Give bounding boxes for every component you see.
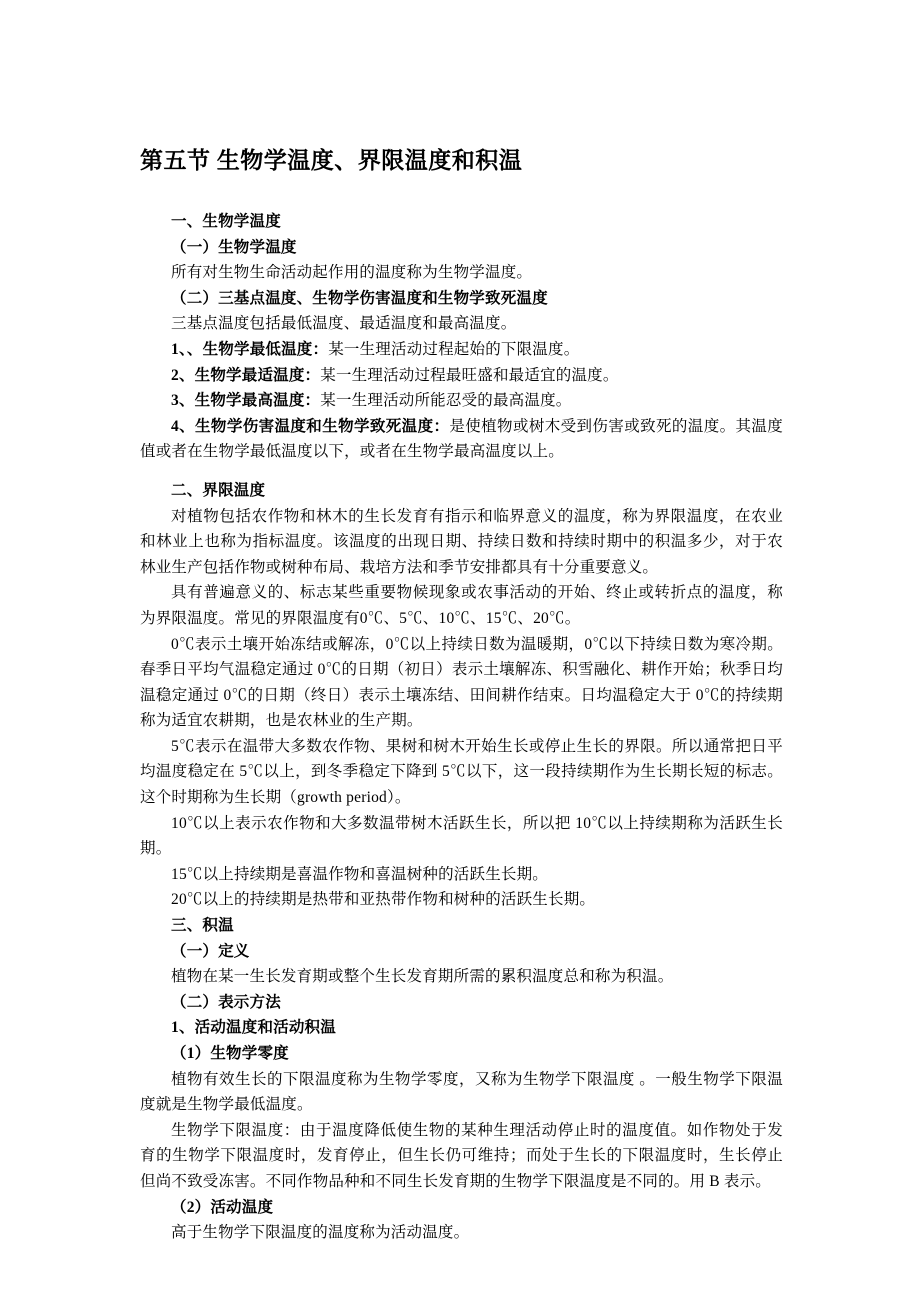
body-paragraph xyxy=(140,964,783,990)
heading-paragraph xyxy=(140,1041,783,1067)
text-run: 所有对生物生命活动起作用的温度称为生物学温度。 xyxy=(171,264,533,282)
body-paragraph xyxy=(140,337,783,363)
heading-paragraph xyxy=(140,1015,783,1041)
body-paragraph xyxy=(140,311,783,337)
bold-text-run: （二）三基点温度、生物学伤害温度和生物学致死温度 xyxy=(171,289,548,307)
bold-text-run: 1、、生物学最低温度： xyxy=(171,340,329,358)
body-paragraph xyxy=(140,734,783,811)
text-run: 是使植物或树木受到伤害或致死的温度。其温度值或者在生物学最低温度以下，或者在生物学最高温度以上。 xyxy=(140,417,783,461)
text-run: 某一生理活动过程起始的下限温度。 xyxy=(328,340,580,358)
text-run: 某一生理活动过程最旺盛和最适宜的温度。 xyxy=(320,366,619,384)
text-run: 三基点温度包括最低温度、最适温度和最高温度。 xyxy=(171,315,517,333)
body-paragraph xyxy=(140,811,783,862)
bold-text-run: 4、生物学伤害温度和生物学致死温度： xyxy=(171,417,450,435)
heading-paragraph xyxy=(140,286,783,312)
body-paragraph xyxy=(140,260,783,286)
body-paragraph xyxy=(140,862,783,888)
text-run: 10℃以上表示农作物和大多数温带树木活跃生长，所以把 10℃以上持续期称为活跃生长期。 xyxy=(140,814,783,858)
bold-text-run: 3、生物学最高温度： xyxy=(171,392,321,410)
bold-text-run: （一）定义 xyxy=(171,942,250,960)
body-paragraph xyxy=(140,1118,783,1195)
text-run: 高于生物学下限温度的温度称为活动温度。 xyxy=(171,1224,470,1242)
text-run: 植物有效生长的下限温度称为生物学零度，又称为生物学下限温度 。一般生物学下限温度就是生物学最低温度。 xyxy=(140,1070,783,1114)
bold-text-run: 二、界限温度 xyxy=(171,481,266,499)
heading-paragraph xyxy=(140,913,783,939)
text-run: 某一生理活动所能忍受的最高温度。 xyxy=(320,392,572,410)
bold-text-run: 三、积温 xyxy=(171,917,234,935)
bold-text-run: （2）活动温度 xyxy=(171,1198,274,1216)
text-run: 具有普遍意义的、标志某些重要物候现象或农事活动的开始、终止或转折点的温度，称为界限温度。常见的界限温度有0℃、5℃、10℃、15℃、20℃。 xyxy=(140,584,783,627)
body-paragraph xyxy=(140,414,783,465)
bold-text-run: 一、生物学温度 xyxy=(171,213,281,230)
text-run: 植物在某一生长发育期或整个生长发育期所需的累积温度总和称为积温。 xyxy=(171,968,674,986)
heading-paragraph xyxy=(140,939,783,965)
heading-paragraph xyxy=(140,478,783,504)
body-paragraph xyxy=(140,363,783,389)
heading-paragraph xyxy=(140,209,783,235)
body-paragraph xyxy=(140,1220,783,1246)
heading-paragraph xyxy=(140,990,783,1016)
text-run: 对植物包括农作物和林木的生长发育有指示和临界意义的温度，称为界限温度，在农业和林业上也称为指标温度。该温度的出现日期、持续日数和持续时期中的积温多少，对于农林业生产包括作物或树种布局、栽培方法和季节安排都具有十分重要意义。 xyxy=(140,507,783,576)
body-paragraph xyxy=(140,632,783,734)
bold-text-run: （二）表示方法 xyxy=(171,993,281,1011)
bold-text-run: （1）生物学零度 xyxy=(171,1045,289,1062)
text-run: 0℃表示土壤开始冻结或解冻，0℃以上持续日数为温暖期，0℃以下持续日数为寒冷期。春季日平均气温稳定通过 0℃的日期（初日）表示土壤解冻、积雪融化、耕作开始；秋季日均温稳定通过 0℃的日期（终日）表示土壤冻结、田间耕作结束。日均温稳定大于 0℃的持续期称为适宜农耕期，也是农林业的生产期。 xyxy=(140,635,783,730)
bold-text-run: 2、生物学最适温度： xyxy=(171,366,321,384)
text-run: 5℃表示在温带大多数农作物、果树和树木开始生长或停止生长的界限。所以通常把日平均温度稳定在 5℃以上，到冬季稳定下降到 5℃以下，这一段持续期作为生长期长短的标志。这个时期称为生长期（growth period）。 xyxy=(140,737,783,807)
text-run: 15℃以上持续期是喜温作物和喜温树种的活跃生长期。 xyxy=(171,865,549,883)
bold-text-run: （一）生物学温度 xyxy=(171,238,297,256)
heading-paragraph xyxy=(140,1195,783,1221)
body-paragraph xyxy=(140,504,783,581)
body-paragraph xyxy=(140,388,783,414)
text-run: 20℃以上的持续期是热带和亚热带作物和树种的活跃生长期。 xyxy=(171,891,596,909)
text-run: 生物学下限温度：由于温度降低使生物的某种生理活动停止时的温度值。如作物处于发育的生物学下限温度时，发育停止，但生长仍可维持；而处于生长的下限温度时，生长停止但尚不致受冻害。不同作物品种和不同生长发育期的生物学下限温度是不同的。用 B 表示。 xyxy=(140,1121,783,1190)
document-body xyxy=(140,209,783,1246)
body-paragraph xyxy=(140,580,783,631)
body-paragraph xyxy=(140,887,783,913)
body-paragraph xyxy=(140,1067,783,1118)
heading-paragraph xyxy=(140,235,783,261)
document-title: 第五节 生物学温度、界限温度和积温 xyxy=(140,148,523,173)
bold-text-run: 1、活动温度和活动积温 xyxy=(171,1019,336,1037)
